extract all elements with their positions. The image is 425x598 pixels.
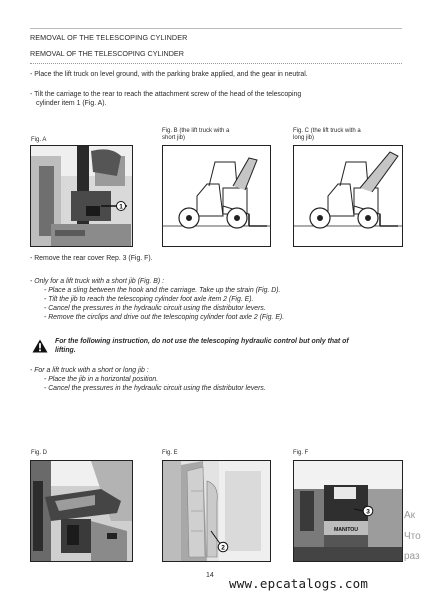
fig-a-caption: Fig. A (31, 137, 47, 143)
short-jib-step-1: - Place a sling between the hook and the carriage. Take up the strain (Fig. D). (44, 287, 281, 294)
warning-text-line1: For the following instruction, do not use the telescoping hydraulic control but only that of (55, 338, 349, 345)
fig-d-photo (30, 460, 133, 562)
page-number: 14 (206, 572, 214, 579)
fig-d-caption: Fig. D (31, 450, 48, 456)
side-text-2: Что (404, 531, 421, 542)
fig-f-callout: 3 (366, 508, 370, 516)
step-park-truck: - Place the lift truck on level ground, with the parking brake applied, and the gear in neutral. (30, 71, 308, 78)
warning-triangle-icon (32, 339, 48, 353)
any-jib-title: - For a lift truck with a short or long jib : (30, 367, 149, 374)
fig-d-illustration (31, 461, 132, 561)
side-text-1: Ак (404, 510, 416, 521)
fig-a-illustration (31, 146, 132, 246)
step-tilt-carriage: - Tilt the carriage to the rear to reach the attachment screw of the head of the telescoping (30, 91, 302, 98)
fig-e-callout: 2 (221, 544, 225, 552)
fig-c-caption-line1: Fig. C (the lift truck with a (293, 128, 361, 134)
step-remove-cover: - Remove the rear cover Rep. 3 (Fig. F). (30, 255, 153, 262)
fig-e-illustration (163, 461, 270, 561)
any-jib-step-2: - Cancel the pressures in the hydraulic circuit using the distributor levers. (44, 385, 266, 392)
section-title-box (30, 46, 402, 64)
fig-a-photo (30, 145, 133, 247)
fig-b-caption-line1: Fig. B (the lift truck with a (162, 128, 230, 134)
section-title: REMOVAL OF THE TELESCOPING CYLINDER (30, 49, 184, 58)
fig-f-photo (293, 460, 403, 562)
header-rule (30, 28, 402, 29)
fig-f-caption: Fig. F (293, 450, 309, 456)
warning-text (55, 337, 400, 356)
fig-c-drawing (293, 145, 403, 247)
warning-text-line2: lifting. (55, 347, 76, 355)
fig-b-illustration (163, 146, 270, 246)
fig-a-callout: 1 (119, 203, 123, 211)
fig-c-caption-line2: long jib) (293, 135, 315, 142)
fig-f-brand: MANITOU (333, 527, 359, 533)
page-header: REMOVAL OF THE TELESCOPING CYLINDER (30, 33, 188, 42)
side-text-3: раз (404, 551, 420, 562)
fig-e-photo (162, 460, 271, 562)
short-jib-step-2: - Tilt the jib to reach the telescoping cylinder foot axle item 2 (Fig. E). (44, 296, 254, 303)
watermark-url: www.epcatalogs.com (229, 576, 369, 591)
fig-b-caption-line2: short jib) (162, 135, 186, 142)
fig-b-caption (162, 128, 229, 142)
short-jib-step-3: - Cancel the pressures in the hydraulic circuit using the distributor levers. (44, 305, 266, 312)
fig-c-caption (293, 128, 361, 142)
fig-b-drawing (162, 145, 271, 247)
short-jib-title: - Only for a lift truck with a short jib (Fig. B) : (30, 278, 165, 285)
step-tilt-carriage-cont: cylinder item 1 (Fig. A). (36, 100, 107, 107)
fig-c-illustration (294, 146, 402, 246)
any-jib-step-1: - Place the jib in a horizontal position. (44, 376, 159, 383)
short-jib-step-4: - Remove the circlips and drive out the telescoping cylinder foot axle 2 (Fig. E). (44, 314, 285, 321)
fig-e-caption: Fig. E (162, 450, 178, 456)
fig-f-illustration (294, 461, 402, 561)
